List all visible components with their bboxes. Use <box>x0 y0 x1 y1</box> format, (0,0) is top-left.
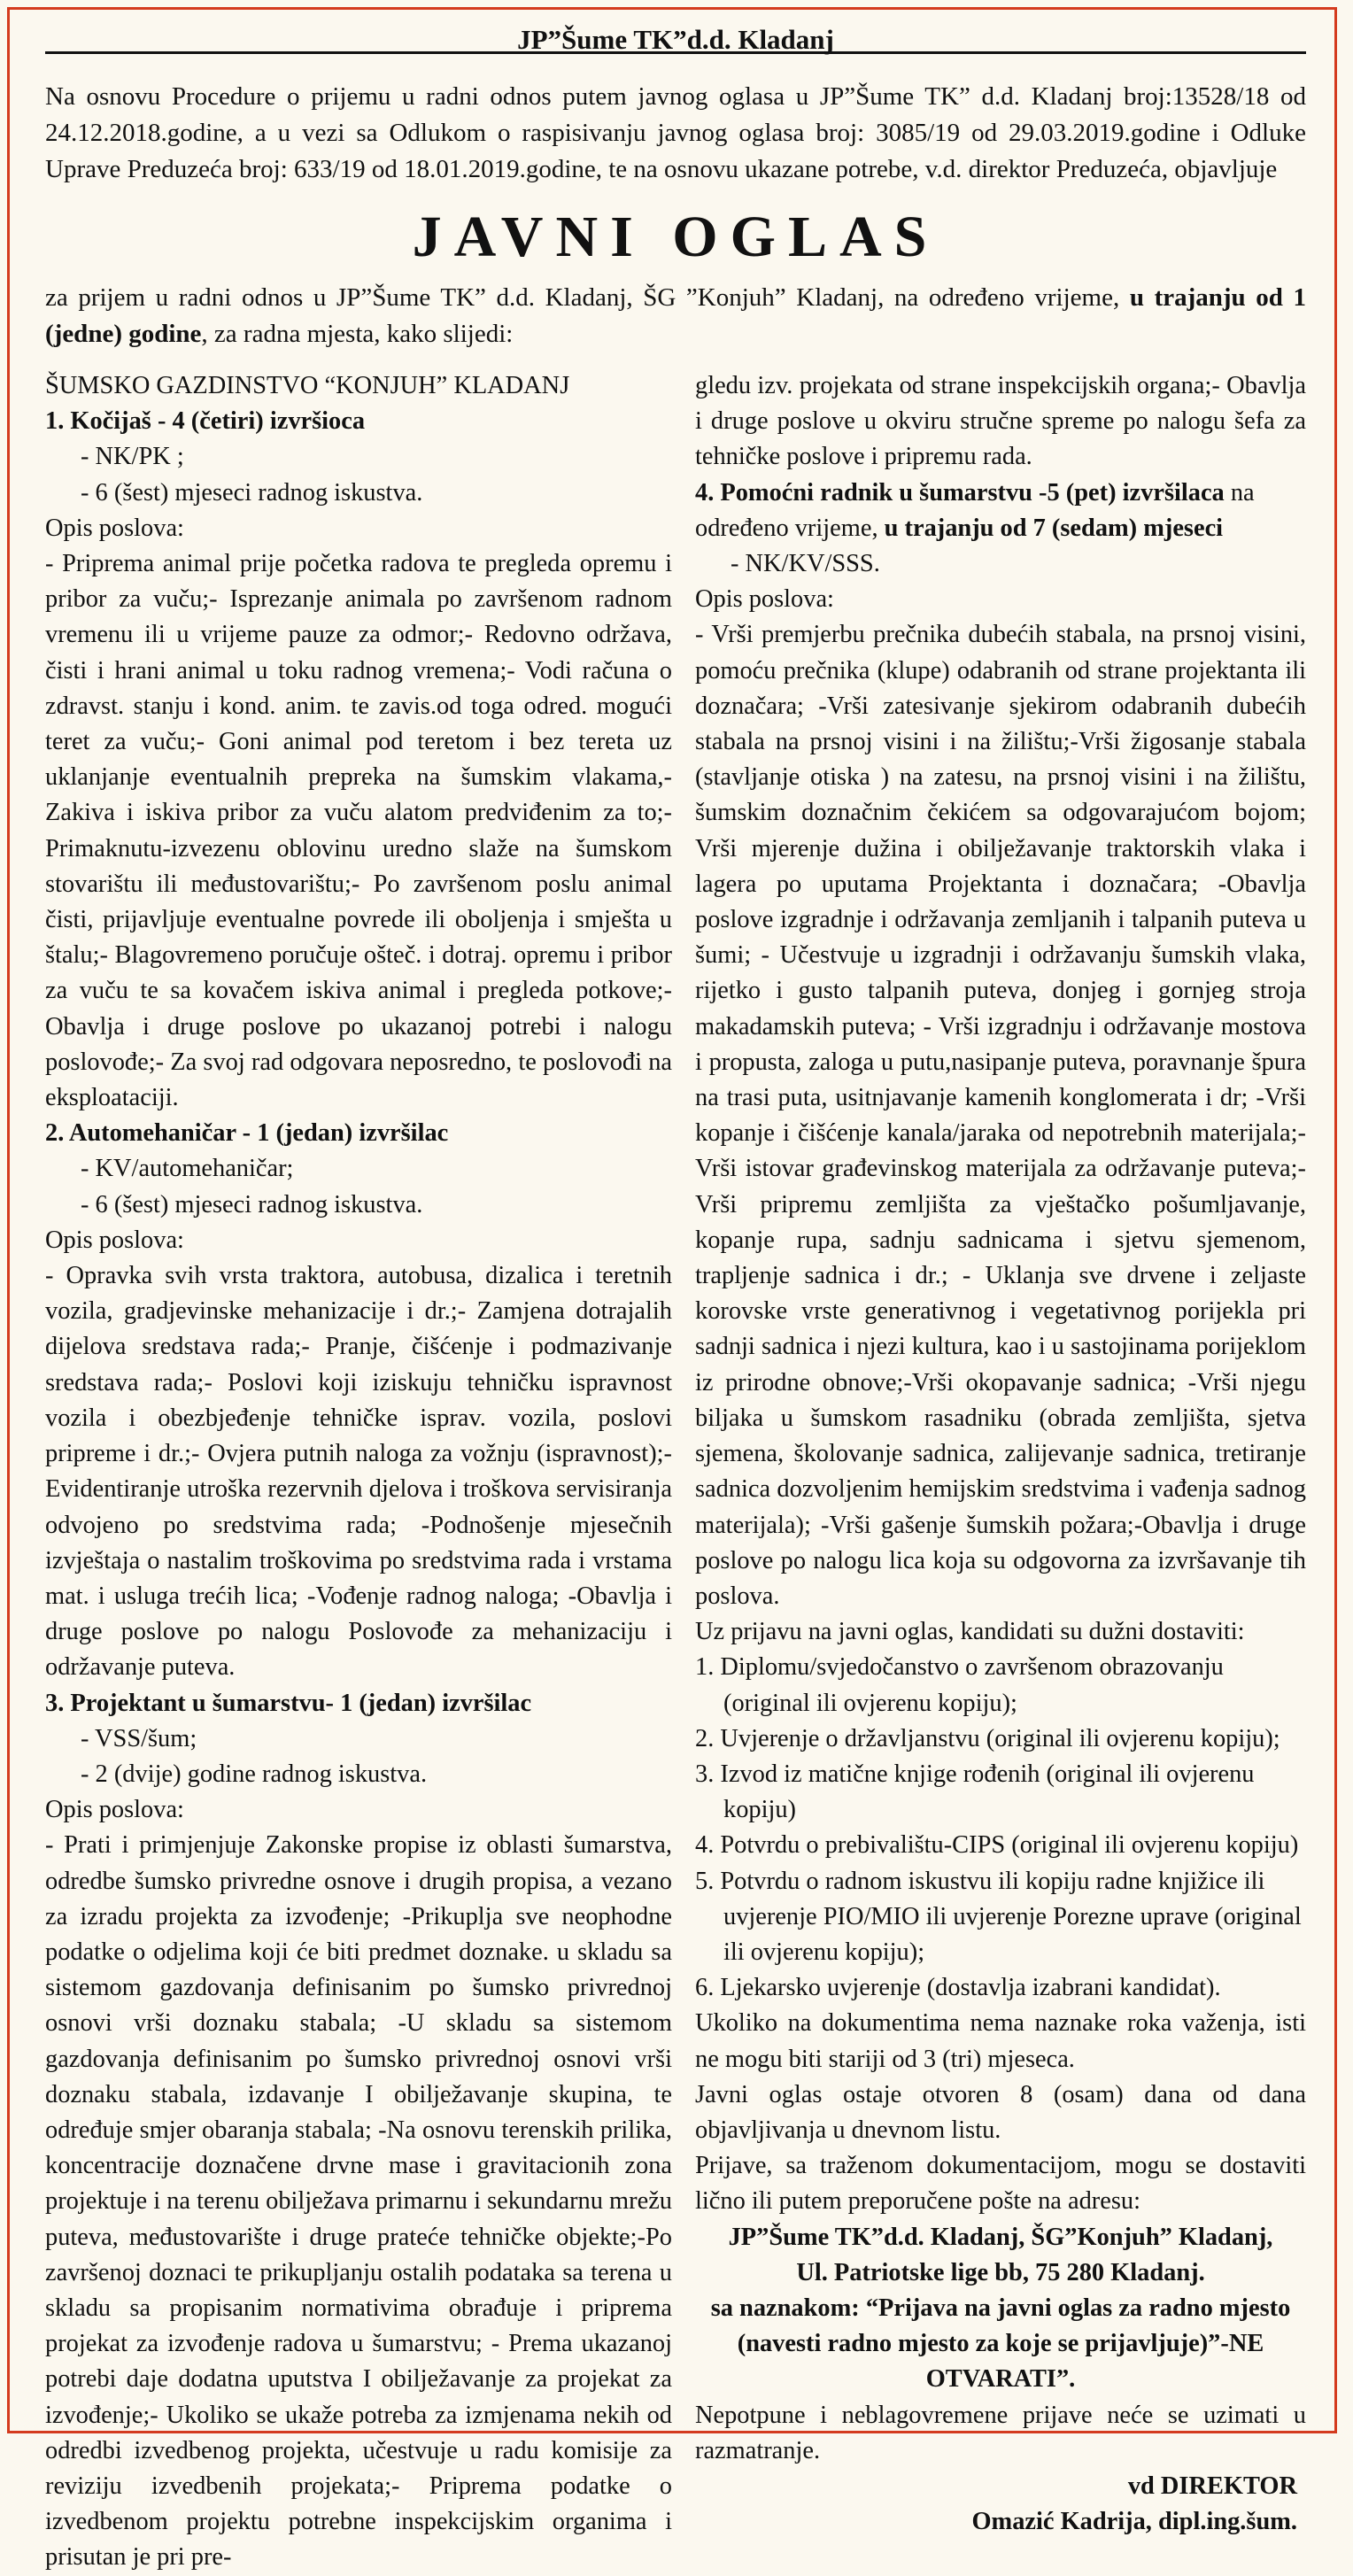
apply-note: Prijave, sa traženom dokumentacijom, mogu se dostaviti lično ili putem preporučene pošte na adresu: <box>695 2152 1306 2216</box>
position-2-heading: 2. Automehaničar - 1 (jedan) izvršilac <box>45 1119 449 1148</box>
sub-end: , za radna mjesta, kako slijedi: <box>201 320 514 348</box>
position-4-title: 4. Pomoćni radnik u šumarstvu -5 (pet) izvršilaca <box>695 478 1225 507</box>
position-4-heading <box>695 476 1306 546</box>
position-1-req-1: - NK/PK ; <box>81 443 184 471</box>
position-2-req-1: - KV/automehaničar; <box>81 1155 294 1183</box>
position-2-duties: - Opravka svih vrsta traktora, autobusa, dizalica i teretnih vozila, gradjevinske mehanizacije i dr.;- Zamjena dotrajalih dijelova sredstava rada;- Pranje, čišćenje i podmazivanje sredstava rada;- Poslovi koji iziskuju tehničku ispravnost vozila i obezbjeđenje tehničke isprav. vozila, poslovi pripreme i dr.;- Ovjera putnih naloga za vožnju (ispravnost);- Evidentiranje utroška rezervnih djelova i troškova servisiranja odvojeno po sredstvima rada; -Podnošenje mjesečnih izvještaja o nastalim troškovima po sredstvima rada i vrstama mat. i usluga trećih lica; -Vođenje radnog naloga; -Obavlja i druge poslove po nalogu Poslovođe za mehanizaciju i održavanje puteva. <box>45 1262 672 1682</box>
signature-name: Omazić Kadrija, dipl.ing.šum. <box>971 2508 1297 2536</box>
document-item: 4. Potvrdu o prebivalištu-CIPS (original ili ovjerenu kopiju) <box>695 1831 1299 1860</box>
documents-intro: Uz prijavu na javni oglas, kandidati su dužni dostaviti: <box>695 1618 1245 1646</box>
address-line-2: Ul. Patriotske lige bb, 75 280 Kladanj. <box>796 2258 1205 2286</box>
position-2-opis: Opis poslova: <box>45 1226 184 1254</box>
intro-paragraph: Na osnovu Procedure o prijemu u radni odnos putem javnog oglasa u JP”Šume TK” d.d. Kladanj broj:13528/18 od 24.12.2018.godine, a u vezi sa Odlukom o raspisivanju javnog oglasa broj: 3085/19 od 29.03.2019.godine i Odluke Uprave Preduzeća broj: 633/19 od 18.01.2019.godine, te na osnovu ukazane potrebe, v.d. direktor Preduzeća, objavljuje <box>45 82 1306 183</box>
position-4-duties: - Vrši premjerbu prečnika dubećih stabala, na prsnoj visini, pomoću prečnika (klupe) odabranih od strane projektanta ili doznačara; -Vrši zatesivanje sjekirom odabranih dubećih stabala na prsnoj visini i na žilištu;-Vrši žigosanje stabala (stavljanje otiska ) na zatesu, na prsnoj visini i na žilištu, šumskim doznačnim čekićem sa odgovarajućom bojom; Vrši mjerenje dužina i obilježavanje traktorskih vlaka i lagera po uputama Projektanta i doznačara; -Obavlja poslove izgradnje i održavanja zemljanih i talpanih puteva u šumi; - Učestvuje u izgradnji i održavanju šumskih vlaka, rijetko i gusto talpanih puteva, donjeg i gornjeg stroja makadamskih puteva; - Vrši izgradnju i održavanje mostova i propusta, zaloga u putu,nasipanje puteva, poravnanje špura na trasi puta, usitnjavanje kamenih konglomerata i dr; -Vrši kopanje i čišćenje kanala/jaraka od nepotrebnih materijala;- Vrši istovar građevinskog materijala za održavanje puteva;-Vrši pripremu zemljišta za vještačko pošumljavanje, kopanje rupa, sadnju sadnicama i sjetvu sjemenom, trapljenje sadnica i dr.; - Uklanja sve drvene i zeljaste korovske vrste generativnog i vegetativnog porijekla pri sadnji sadnica i njezi kultura, kao i u sastojinama porijeklom iz prirodne obnove;-Vrši okopavanje sadnica; -Vrši njegu biljaka u šumskom rasadniku (obrada zemljišta, sjetva sjemena, školovanje sadnica, zalijevanje sadnica, tretiranje sadnica dozvoljenim hemijskim sredstvima i vađenja sadnog materijala); -Vrši gašenje šumskih požara;-Obavlja i druge poslove po nalogu lica koja su odgovorna za izvršavanje tih poslova. <box>695 621 1306 1610</box>
position-4-duration: u trajanju od 7 (sedam) mjeseci <box>884 514 1224 542</box>
position-3-duties-cont: gledu izv. projekata od strane inspekcijskih organa;- Obavlja i druge poslove u okviru stručne spreme po nalogu šefa za tehničke poslove i pripremu rada. <box>695 372 1306 471</box>
ad-content <box>45 10 1306 2576</box>
signature-title: vd DIREKTOR <box>1127 2472 1297 2500</box>
documents-list <box>695 1650 1306 2006</box>
address-marking: sa naznakom: “Prijava na javni oglas za radno mjesto (navesti radno mjesto za koje se prijavljuje)”-NE OTVARATI”. <box>710 2294 1291 2394</box>
sub-text: za prijem u radni odnos u JP”Šume TK” d.d. Kladanj, ŠG ”Konjuh” Kladanj, na određeno vrijeme, <box>45 283 1120 312</box>
position-2-req-2: - 6 (šest) mjeseci radnog iskustva. <box>81 1190 423 1218</box>
position-4-opis: Opis poslova: <box>695 585 834 614</box>
document-item: 5. Potvrdu o radnom iskustvu ili kopiju radne knjižice ili uvjerenje PIO/MIO ili uvjerenje Porezne uprave (original ili ovjerenu kopiju); <box>695 1867 1302 1966</box>
position-3-req-2: - 2 (dvije) godine radnog iskustva. <box>81 1760 428 1788</box>
position-4-mid: na određeno vrijeme, <box>695 478 1255 542</box>
position-4-req-1: - NK/KV/SSS. <box>731 550 880 578</box>
incomplete-note: Nepotpune i neblagovremene prijave neće se uzimati u razmatranje. <box>695 2401 1306 2464</box>
address-line-1: JP”Šume TK”d.d. Kladanj, ŠG”Konjuh” Kladanj, <box>728 2223 1273 2251</box>
ad-title: JAVNI OGLAS <box>412 205 939 269</box>
position-3-opis: Opis poslova: <box>45 1796 184 1824</box>
position-3-req-1: - VSS/šum; <box>81 1724 197 1752</box>
position-3-duties: - Prati i primjenjuje Zakonske propise iz oblasti šumarstva, odredbe šumsko privredne osnove i drugih propisa, a vezano za izradu projekta za izvođenje; -Prikuplja sve neophodne podatke o odjelima koji će biti predmet doznake. u skladu sa sistemom gazdovanja definisanim po šumsko privrednoj osnovi vrši doznaku stabala; -U skladu sa sistemom gazdovanja definisanim po šumsko privrednoj osnovi vrši doznaku stabala, izdavanje I obilježavanje skupina, te određuje smjer obaranja stabala; -Na osnovu terenskih prilika, koncentracije doznačene drvne mase i gravitacionih zona projektuje i na terenu obilježava primarnu i sekundarnu mrežu puteva, međustovarište i druge prateće tehničke objekte;-Po završenoj doznaci te prikupljanju ostalih podataka sa terena u skladu sa propisanim normativima obrađuje i priprema projekat za izvođenje radova u šumarstvu; - Prema ukazanoj potrebi daje dodatna uputstva I obilježavanje za projekat za izvođenje;- Ukoliko se ukaže potreba za izmjenama nekih od odredbi izvedbenog projekta, učestvuje u radu komisije za reviziju izvedbenih projekata;- Priprema podatke o izvedbenom projektu potrebne inspekcijskim organima i prisutan je pri pre- <box>45 1831 672 2572</box>
position-1-duties: - Priprema animal prije početka radova te pregleda opremu i pribor za vuču;- Isprezanje animala po završenom radnom vremenu ili u vrijeme pauze za odmor;- Redovno održava, čisti i hrani animal u toku radnog vremena;- Vodi računa o zdravst. stanju i kond. anim. te zavis.od toga odred. mogući teret za vuču;- Goni animal pod teretom i bez tereta uz uklanjanje eventualnih prepreka na šumskim vlakama,- Zakiva i iskiva pribor za vuču alatom predviđenim za to;- Primaknutu-izvezenu oblovinu uredno slaže na šumskom stovarištu ili međustovarištu;- Po završenom poslu animal čisti, prijavljuje eventualne povrede ili oboljenja i smješta u štalu;- Blagovremeno poručuje ošteč. i dotraj. opremu i pribor za vuču te sa kovačem iskiva animal i pregleda potkove;- Obavlja i druge poslove po ukazanoj potrebi i nalogu poslovođe;- Za svoj rad odgovara neposredno, te poslovođi na eksploataciji. <box>45 550 672 1112</box>
ad-frame <box>7 7 1337 2572</box>
document-item: 6. Ljekarsko uvjerenje (dostavlja izabrani kandidat). <box>695 1974 1221 2002</box>
org-name: ŠUMSKO GAZDINSTVO “KONJUH” KLADANJ <box>45 372 570 399</box>
document-item: 1. Diplomu/svjedočanstvo o završenom obrazovanju (original ili ovjerenu kopiju); <box>695 1653 1224 1717</box>
sub-paragraph <box>45 280 1306 352</box>
position-3-heading: 3. Projektant u šumarstvu- 1 (jedan) izvršilac <box>45 1689 532 1717</box>
position-1-heading: 1. Kočijaš - 4 (četiri) izvršioca <box>45 407 366 436</box>
columns <box>45 368 1306 2576</box>
document-item: 2. Uvjerenje o državljanstvu (original ili ovjerenu kopiju); <box>695 1724 1280 1752</box>
sub-duration: u trajanju od 1 (jedne) godine <box>45 283 1307 348</box>
open-period-note: Javni oglas ostaje otvoren 8 (osam) dana od dana objavljivanja u dnevnom listu. <box>695 2080 1306 2144</box>
position-1-req-2: - 6 (šest) mjeseci radnog iskustva. <box>81 478 423 507</box>
position-1-opis: Opis poslova: <box>45 514 184 542</box>
company-header: JP”Šume TK”d.d. Kladanj <box>45 10 1306 54</box>
validity-note: Ukoliko na dokumentima nema naznake roka važenja, isti ne mogu biti stariji od 3 (tri) mjeseca. <box>695 2009 1306 2073</box>
right-column <box>695 368 1306 2576</box>
document-item: 3. Izvod iz matične knjige rođenih (original ili ovjerenu kopiju) <box>695 1760 1255 1824</box>
left-column <box>45 368 672 2576</box>
